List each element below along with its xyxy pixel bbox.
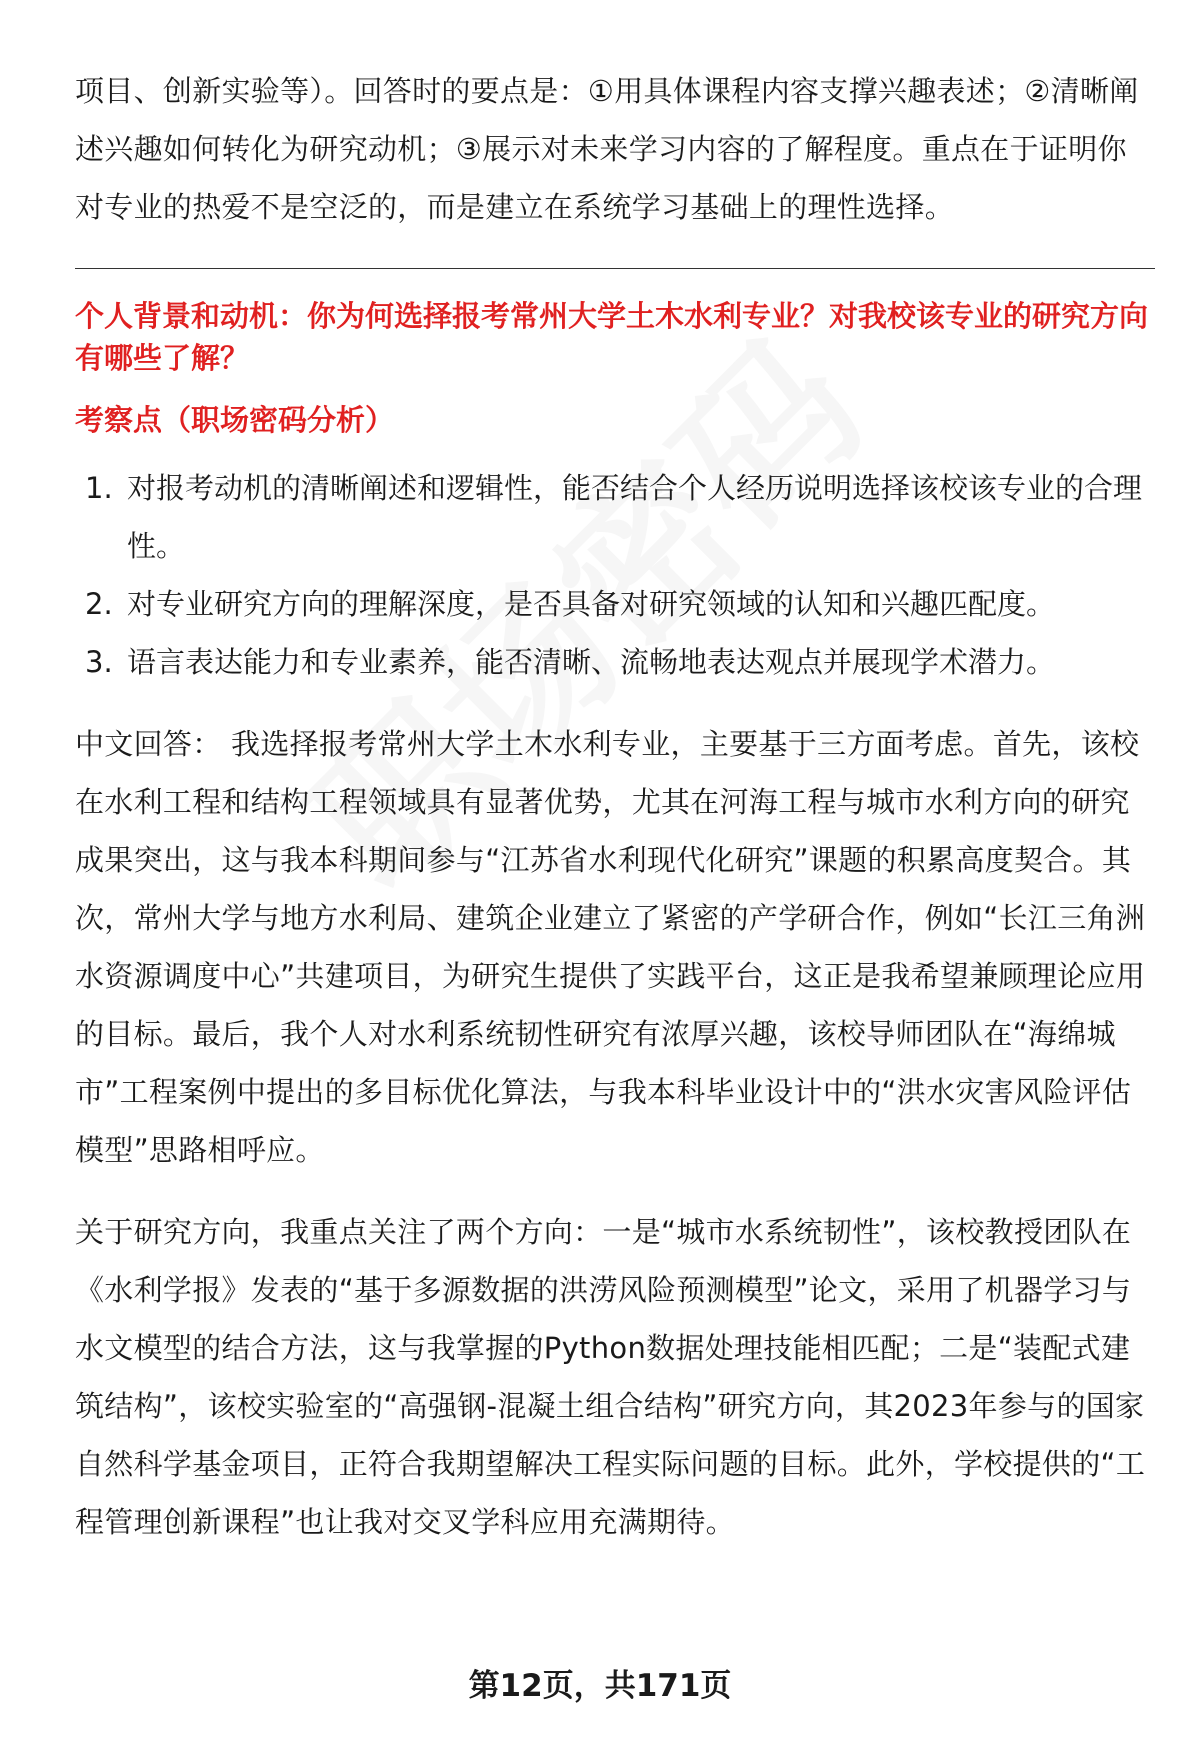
list-item-number: 2. (85, 587, 113, 621)
question-title: 个人背景和动机：你为何选择报考常州大学土木水利专业？对我校该专业的研究方向有哪些了解？ (75, 299, 1149, 375)
intro-paragraph: 项目、创新实验等）。回答时的要点是：①用具体课程内容支撑兴趣表述；②清晰阐述兴趣如何转化为研究动机；③展示对未来学习内容的了解程度。重点在于证明你对专业的热爱不是空泛的，而是建立在系统学习基础上的理性选择。 (75, 74, 1139, 224)
page-content (75, 62, 1155, 1551)
assessment-points-list (75, 459, 1155, 691)
list-item (75, 633, 1155, 691)
list-item-text: 对报考动机的清晰阐述和逻辑性，能否结合个人经历说明选择该校该专业的合理性。 (127, 471, 1143, 563)
section-divider (75, 268, 1155, 269)
page-number-footer: 第12页，共171页 (468, 1668, 732, 1704)
list-item-number: 1. (85, 471, 113, 505)
list-item (75, 459, 1155, 575)
answer-paragraph-2: 关于研究方向，我重点关注了两个方向：一是“城市水系统韧性”，该校教授团队在《水利学报》发表的“基于多源数据的洪涝风险预测模型”论文，采用了机器学习与水文模型的结合方法，这与我掌握的Python数据处理技能相匹配；二是“装配式建筑结构”，该校实验室的“高强钢-混凝土组合结构”研究方向，其2023年参与的国家自然科学基金项目，正符合我期望解决工程实际问题的目标。此外，学校提供的“工程管理创新课程”也让我对交叉学科应用充满期待。 (75, 1215, 1146, 1539)
list-item-number: 3. (85, 645, 113, 679)
list-item-text: 语言表达能力和专业素养，能否清晰、流畅地表达观点并展现学术潜力。 (127, 645, 1056, 679)
section-label: 考察点（职场密码分析） (75, 403, 395, 437)
list-item (75, 575, 1155, 633)
list-item-text: 对专业研究方向的理解深度，是否具备对研究领域的认知和兴趣匹配度。 (127, 587, 1056, 621)
answer-paragraph-1: 中文回答： 我选择报考常州大学土木水利专业，主要基于三方面考虑。首先，该校在水利工程和结构工程领域具有显著优势，尤其在河海工程与城市水利方向的研究成果突出，这与我本科期间参与“江苏省水利现代化研究”课题的积累高度契合。其次，常州大学与地方水利局、建筑企业建立了紧密的产学研合作，例如“长江三角洲水资源调度中心”共建项目，为研究生提供了实践平台，这正是我希望兼顾理论应用的目标。最后，我个人对水利系统韧性研究有浓厚兴趣，该校导师团队在“海绵城市”工程案例中提出的多目标优化算法，与我本科毕业设计中的“洪水灾害风险评估模型”思路相呼应。 (75, 727, 1146, 1167)
